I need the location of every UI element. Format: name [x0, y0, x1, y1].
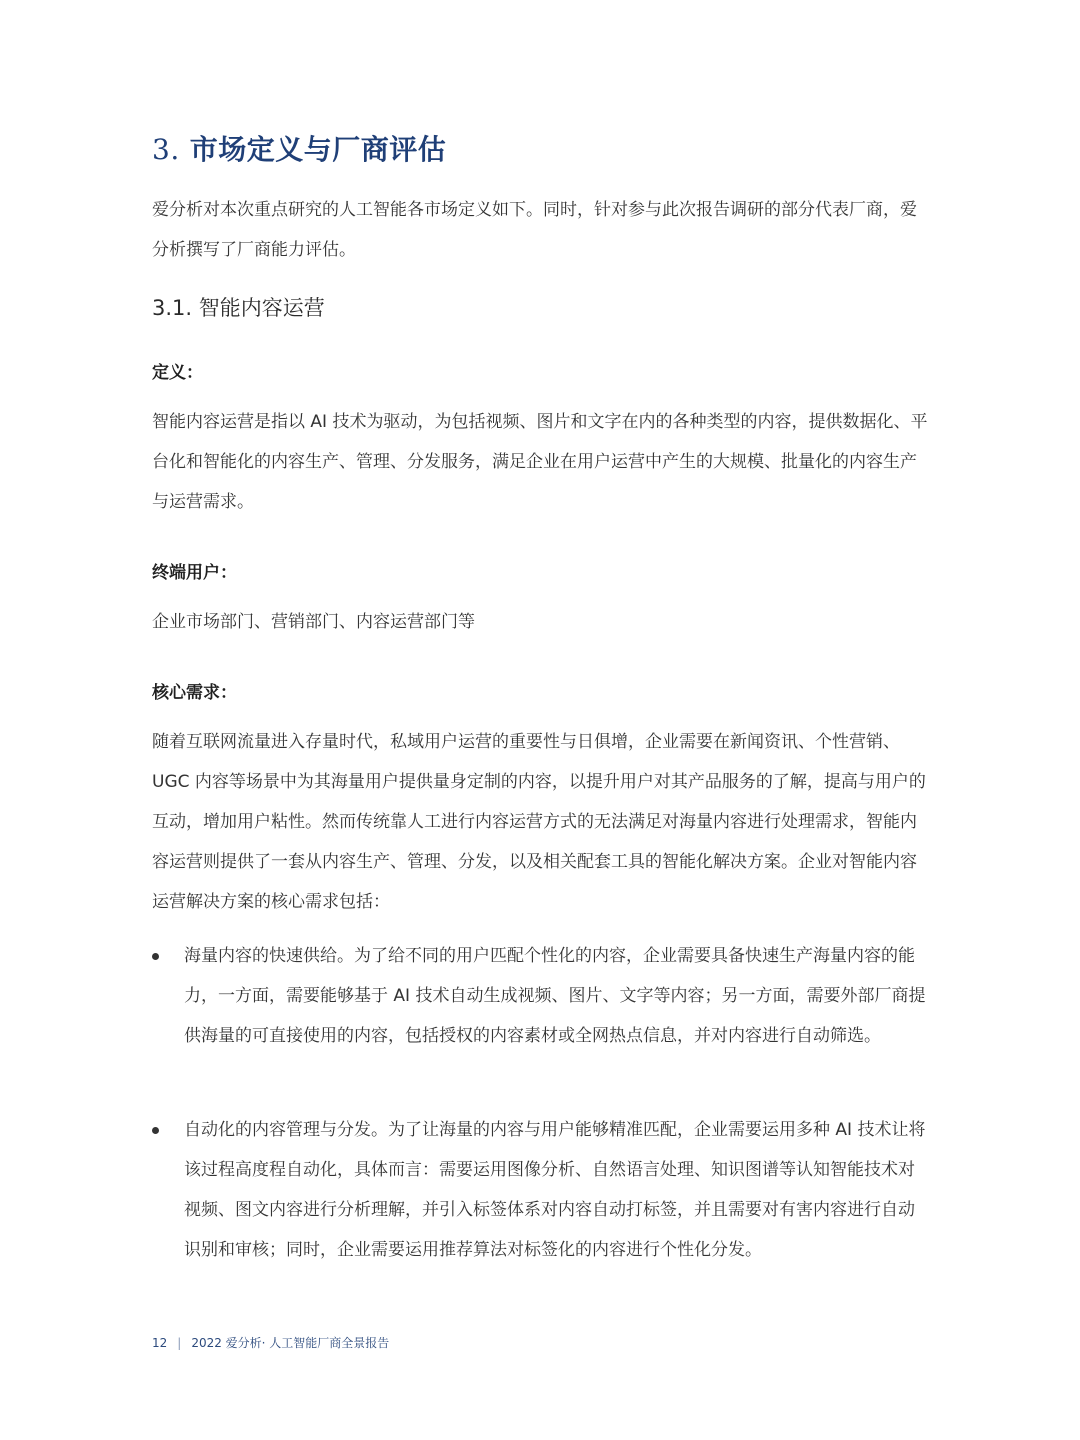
core-needs-label: 核心需求： [152, 683, 237, 703]
definition-text: 智能内容运营是指以 AI 技术为驱动，为包括视频、图片和文字在内的各种类型的内容，提供数据化、平台化和智能化的内容生产、管理、分发服务，满足企业在用户运营中产生的大规模、批量化的内容生产与运营需求。 [152, 412, 928, 512]
list-item [152, 1110, 930, 1270]
list-item-text: 海量内容的快速供给。为了给不同的用户匹配个性化的内容，企业需要具备快速生产海量内容的能力，一方面，需要能够基于 AI 技术自动生成视频、图片、文字等内容；另一方面，需要外部厂商提供海量的可直接使用的内容，包括授权的内容素材或全网热点信息，并对内容进行自动筛选。 [184, 946, 926, 1046]
bullet-icon [152, 1127, 159, 1134]
definition-label: 定义： [152, 363, 203, 383]
section-heading [152, 128, 446, 168]
section-intro: 爱分析对本次重点研究的人工智能各市场定义如下。同时，针对参与此次报告调研的部分代表厂商，爱分析撰写了厂商能力评估。 [152, 200, 917, 260]
subsection-title: 3.1. 智能内容运营 [152, 296, 325, 320]
end-users-label: 终端用户： [152, 563, 237, 583]
bullet-icon [152, 953, 159, 960]
section-title: 市场定义与厂商评估 [189, 133, 447, 166]
end-users-text: 企业市场部门、营销部门、内容运营部门等 [152, 612, 475, 632]
footer-separator: | [177, 1336, 182, 1350]
section-number: 3. [152, 133, 180, 166]
list-item [152, 936, 930, 1056]
report-title: 2022 爱分析· 人工智能厂商全景报告 [191, 1336, 390, 1350]
core-needs-text: 随着互联网流量进入存量时代，私域用户运营的重要性与日俱增，企业需要在新闻资讯、个性营销、UGC 内容等场景中为其海量用户提供量身定制的内容，以提升用户对其产品服务的了解，提高与用户的互动，增加用户粘性。然而传统靠人工进行内容运营方式的无法满足对海量内容进行处理需求，智能内容运营则提供了一套从内容生产、管理、分发，以及相关配套工具的智能化解决方案。企业对智能内容运营解决方案的核心需求包括： [152, 732, 926, 912]
page-footer [152, 1334, 389, 1351]
list-item-text: 自动化的内容管理与分发。为了让海量的内容与用户能够精准匹配，企业需要运用多种 AI 技术让将该过程高度程自动化，具体而言：需要运用图像分析、自然语言处理、知识图谱等认知智能技术对视频、图文内容进行分析理解，并引入标签体系对内容自动打标签，并且需要对有害内容进行自动识别和审核；同时，企业需要运用推荐算法对标签化的内容进行个性化分发。 [184, 1120, 926, 1260]
page-number: 12 [152, 1336, 168, 1350]
